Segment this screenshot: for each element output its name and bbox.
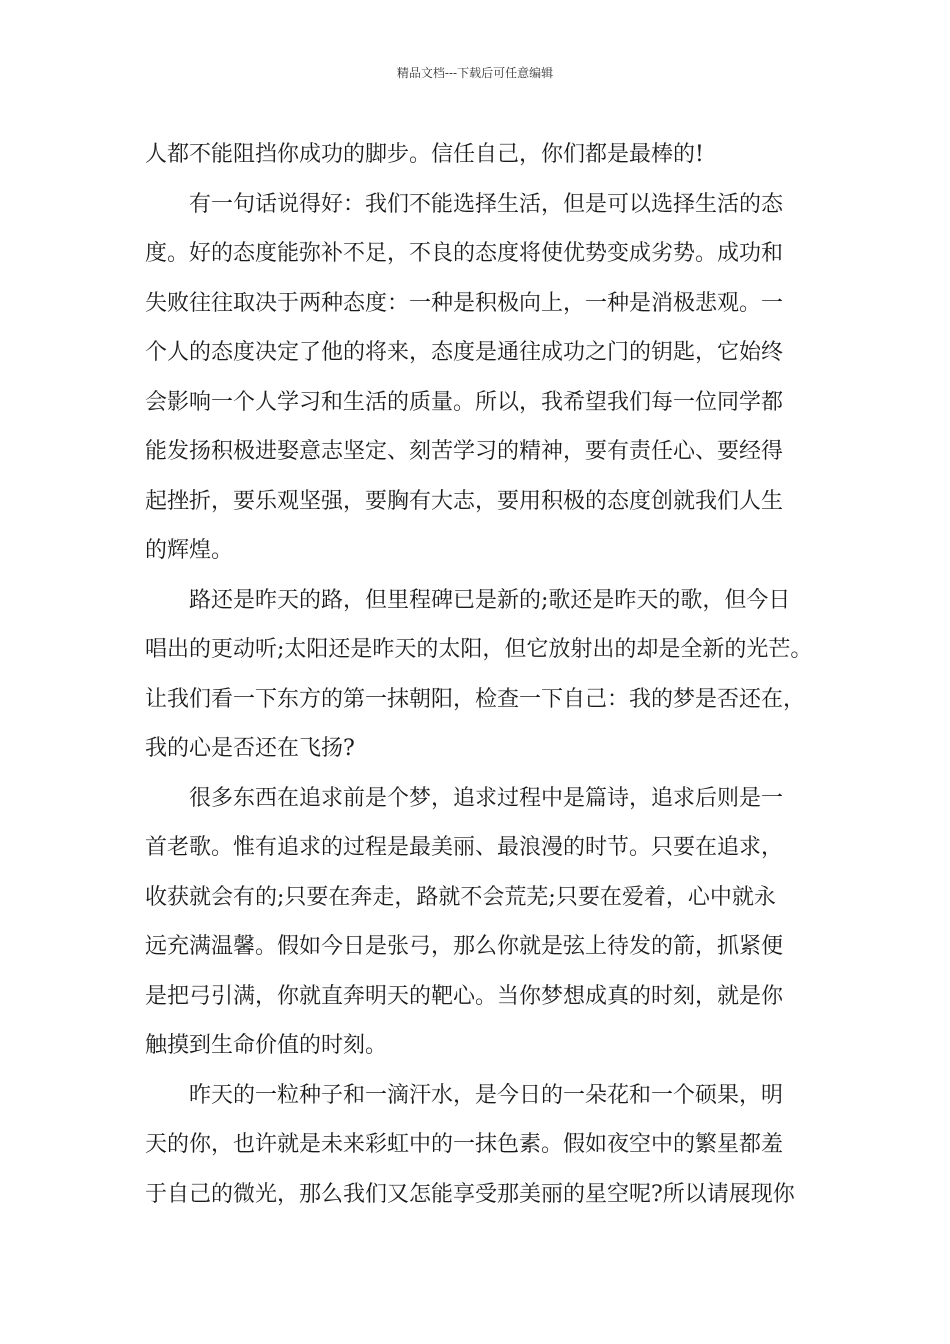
text-line: 度。好的态度能弥补不足，不良的态度将使优势变成劣势。成功和 bbox=[145, 241, 784, 266]
document-body bbox=[145, 130, 813, 1219]
paragraph-5 bbox=[145, 1071, 805, 1220]
paragraph-4 bbox=[145, 774, 805, 1071]
text-line: 很多东西在追求前是个梦，追求过程中是篇诗，追求后则是一 bbox=[189, 785, 784, 811]
text-line: 远充满温馨。假如今日是张弓，那么你就是弦上待发的箭，抓紧便 bbox=[145, 934, 784, 959]
text-line: 昨天的一粒种子和一滴汗水，是今日的一朵花和一个硕果，明 bbox=[189, 1082, 784, 1108]
text-line: 起挫折，要乐观坚强，要胸有大志，要用积极的态度创就我们人生 bbox=[145, 488, 784, 514]
paragraph-2 bbox=[145, 180, 805, 576]
text-line: 首老歌。惟有追求的过程是最美丽、最浪漫的时节。只要在追求， bbox=[145, 835, 784, 860]
text-line: 能发扬积极进娶意志坚定、刻苦学习的精神，要有责任心、要经得 bbox=[145, 439, 784, 464]
paragraph-3 bbox=[145, 576, 813, 774]
text-line: 唱出的更动听;太阳还是昨天的太阳，但它放射出的却是全新的光芒。 bbox=[145, 637, 813, 662]
text-line: 是把弓引满，你就直奔明天的靶心。当你梦想成真的时刻，就是你 bbox=[145, 983, 784, 1009]
text-line: 个人的态度决定了他的将来，态度是通往成功之门的钥匙，它始终 bbox=[145, 340, 784, 365]
text-line: 人都不能阻挡你成功的脚步。信任自己，你们都是最棒的! bbox=[145, 142, 704, 167]
page-header: 精品文档---下载后可任意编辑 bbox=[396, 66, 554, 80]
text-line: 我的心是否还在飞扬? bbox=[145, 736, 355, 761]
text-line: 天的你，也许就是未来彩虹中的一抹色素。假如夜空中的繁星都羞 bbox=[145, 1132, 784, 1157]
text-line: 于自己的微光，那么我们又怎能享受那美丽的星空呢?所以请展现你 bbox=[145, 1181, 795, 1207]
text-line: 失败往往取决于两种态度：一种是积极向上，一种是消极悲观。一 bbox=[145, 290, 784, 316]
text-line: 触摸到生命价值的时刻。 bbox=[145, 1033, 388, 1058]
text-line: 让我们看一下东方的第一抹朝阳，检查一下自己：我的梦是否还在， bbox=[145, 686, 806, 712]
text-line: 路还是昨天的路，但里程碑已是新的;歌还是昨天的歌，但今日 bbox=[189, 587, 791, 613]
text-line: 的辉煌。 bbox=[145, 538, 234, 563]
text-line: 收获就会有的;只要在奔走，路就不会荒芜;只要在爱着，心中就永 bbox=[145, 884, 776, 910]
text-line: 会影响一个人学习和生活的质量。所以，我希望我们每一位同学都 bbox=[145, 389, 784, 415]
text-line: 有一句话说得好：我们不能选择生活，但是可以选择生活的态 bbox=[189, 191, 784, 217]
paragraph-1 bbox=[145, 130, 805, 180]
